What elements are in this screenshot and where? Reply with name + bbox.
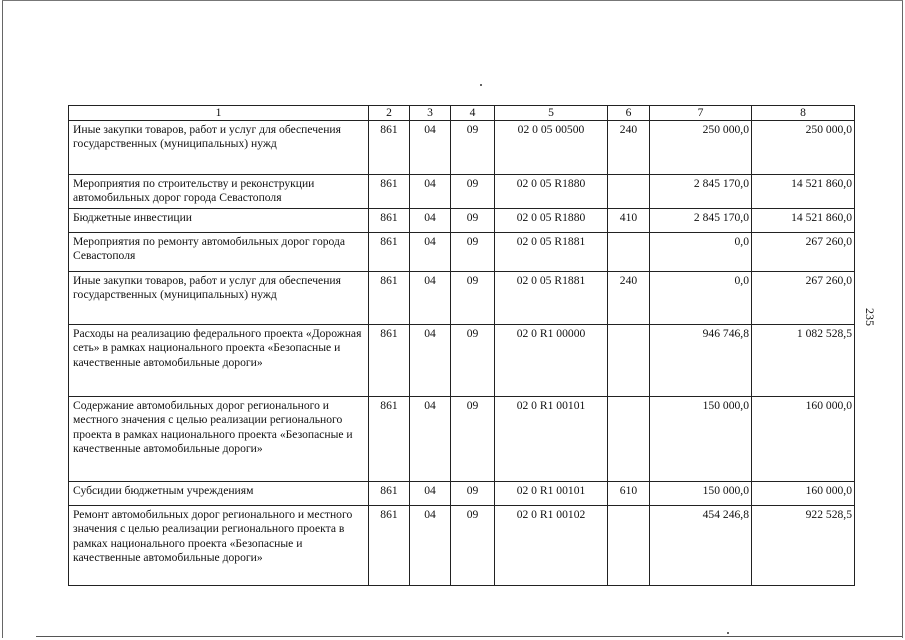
cell-name: Субсидии бюджетным учреждениям xyxy=(69,482,369,506)
table-row xyxy=(69,175,855,209)
cell-sum2: 14 521 860,0 xyxy=(752,175,855,209)
cell-name: Содержание автомобильных дорог регионального и местного значения с целью реализации регионального проекта в рамках национального проекта «Безопасные и качественные автомобильные дороги» xyxy=(69,397,369,482)
table-row xyxy=(69,482,855,506)
cell-rz: 04 xyxy=(410,175,451,209)
cell-ved: 861 xyxy=(369,121,410,175)
cell-name: Иные закупки товаров, работ и услуг для обеспечения государственных (муниципальных) нужд xyxy=(69,272,369,325)
cell-vr xyxy=(608,397,650,482)
header-cell: 8 xyxy=(752,106,855,121)
page-frame-right xyxy=(902,0,903,638)
scan-speck xyxy=(480,84,482,86)
cell-rz: 04 xyxy=(410,209,451,233)
cell-csr: 02 0 R1 00102 xyxy=(495,506,608,586)
cell-pr: 09 xyxy=(451,397,495,482)
cell-sum2: 922 528,5 xyxy=(752,506,855,586)
cell-vr xyxy=(608,506,650,586)
cell-vr: 610 xyxy=(608,482,650,506)
cell-ved: 861 xyxy=(369,272,410,325)
cell-csr: 02 0 05 R1880 xyxy=(495,209,608,233)
cell-sum1: 2 845 170,0 xyxy=(650,175,752,209)
cell-name: Мероприятия по строительству и реконструкции автомобильных дорог города Севастополя xyxy=(69,175,369,209)
cell-ved: 861 xyxy=(369,397,410,482)
cell-ved: 861 xyxy=(369,233,410,272)
cell-vr: 410 xyxy=(608,209,650,233)
header-cell: 5 xyxy=(495,106,608,121)
cell-vr xyxy=(608,175,650,209)
cell-ved: 861 xyxy=(369,175,410,209)
cell-vr: 240 xyxy=(608,121,650,175)
cell-csr: 02 0 05 R1881 xyxy=(495,272,608,325)
cell-sum2: 14 521 860,0 xyxy=(752,209,855,233)
cell-sum1: 946 746,8 xyxy=(650,325,752,397)
header-row xyxy=(69,106,855,121)
cell-name: Ремонт автомобильных дорог регионального и местного значения с целью реализации регионального проекта в рамках национального проекта «Безопасные и качественные автомобильные дороги» xyxy=(69,506,369,586)
cell-rz: 04 xyxy=(410,325,451,397)
cell-rz: 04 xyxy=(410,121,451,175)
cell-sum1: 454 246,8 xyxy=(650,506,752,586)
cell-pr: 09 xyxy=(451,482,495,506)
cell-sum1: 150 000,0 xyxy=(650,482,752,506)
cell-pr: 09 xyxy=(451,272,495,325)
table-body xyxy=(69,121,855,586)
cell-rz: 04 xyxy=(410,272,451,325)
cell-ved: 861 xyxy=(369,325,410,397)
cell-name: Бюджетные инвестиции xyxy=(69,209,369,233)
cell-pr: 09 xyxy=(451,121,495,175)
page-frame-left xyxy=(2,0,3,638)
table-row xyxy=(69,121,855,175)
header-cell: 6 xyxy=(608,106,650,121)
cell-pr: 09 xyxy=(451,175,495,209)
scan-speck xyxy=(727,632,729,634)
cell-vr: 240 xyxy=(608,272,650,325)
cell-ved: 861 xyxy=(369,506,410,586)
cell-sum2: 267 260,0 xyxy=(752,272,855,325)
page-number: 235 xyxy=(863,308,877,326)
cell-sum2: 160 000,0 xyxy=(752,397,855,482)
cell-sum2: 267 260,0 xyxy=(752,233,855,272)
cell-sum1: 0,0 xyxy=(650,233,752,272)
cell-rz: 04 xyxy=(410,233,451,272)
cell-rz: 04 xyxy=(410,397,451,482)
table-row xyxy=(69,397,855,482)
cell-sum2: 250 000,0 xyxy=(752,121,855,175)
budget-table xyxy=(68,105,855,586)
cell-vr xyxy=(608,233,650,272)
cell-name: Расходы на реализацию федерального проекта «Дорожная сеть» в рамках национального проекта «Безопасные и качественные автомобильные дороги» xyxy=(69,325,369,397)
cell-name: Мероприятия по ремонту автомобильных дорог города Севастополя xyxy=(69,233,369,272)
cell-csr: 02 0 R1 00000 xyxy=(495,325,608,397)
cell-name: Иные закупки товаров, работ и услуг для обеспечения государственных (муниципальных) нужд xyxy=(69,121,369,175)
cell-rz: 04 xyxy=(410,506,451,586)
cell-sum2: 1 082 528,5 xyxy=(752,325,855,397)
table-row xyxy=(69,233,855,272)
table-row xyxy=(69,209,855,233)
table-row xyxy=(69,506,855,586)
table-row xyxy=(69,272,855,325)
cell-vr xyxy=(608,325,650,397)
cell-sum1: 250 000,0 xyxy=(650,121,752,175)
header-cell: 7 xyxy=(650,106,752,121)
cell-pr: 09 xyxy=(451,506,495,586)
cell-csr: 02 0 05 R1881 xyxy=(495,233,608,272)
cell-csr: 02 0 05 R1880 xyxy=(495,175,608,209)
cell-sum1: 150 000,0 xyxy=(650,397,752,482)
page-frame-top xyxy=(2,0,903,1)
cell-pr: 09 xyxy=(451,233,495,272)
cell-sum1: 2 845 170,0 xyxy=(650,209,752,233)
cell-sum2: 160 000,0 xyxy=(752,482,855,506)
header-cell: 4 xyxy=(451,106,495,121)
header-cell: 2 xyxy=(369,106,410,121)
header-cell: 1 xyxy=(69,106,369,121)
cell-pr: 09 xyxy=(451,325,495,397)
cell-rz: 04 xyxy=(410,482,451,506)
cell-csr: 02 0 05 00500 xyxy=(495,121,608,175)
cell-ved: 861 xyxy=(369,482,410,506)
header-cell: 3 xyxy=(410,106,451,121)
cell-csr: 02 0 R1 00101 xyxy=(495,482,608,506)
cell-sum1: 0,0 xyxy=(650,272,752,325)
table-row xyxy=(69,325,855,397)
cell-csr: 02 0 R1 00101 xyxy=(495,397,608,482)
cell-pr: 09 xyxy=(451,209,495,233)
cell-ved: 861 xyxy=(369,209,410,233)
page-frame-bottom xyxy=(36,636,902,637)
